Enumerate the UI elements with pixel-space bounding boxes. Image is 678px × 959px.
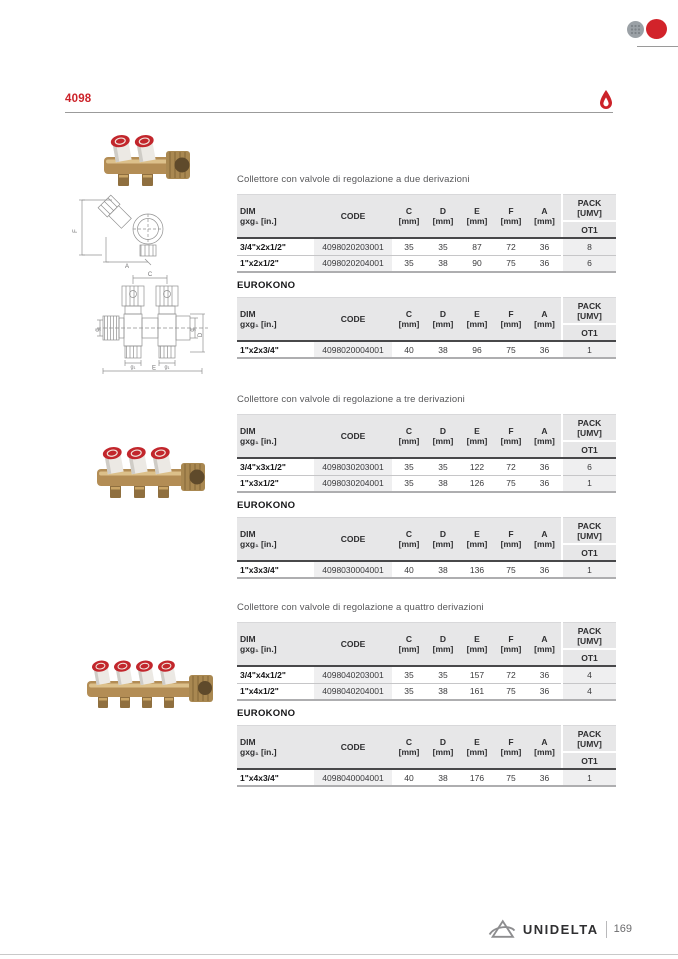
col-a: A [mm] xyxy=(528,726,562,770)
dim-cell: 1"x4x3/4" xyxy=(237,769,314,786)
col-code: CODE xyxy=(314,415,392,459)
spec-table-quattro-eurokono xyxy=(237,725,616,787)
eurokono-heading: EUROKONO xyxy=(237,708,296,719)
pack-cell: 6 xyxy=(562,255,616,272)
col-c: C [mm] xyxy=(392,623,426,667)
e-cell: 87 xyxy=(460,238,494,255)
corner-divider-line xyxy=(637,46,678,47)
spec-table-due xyxy=(237,194,616,273)
f-cell: 75 xyxy=(494,561,528,578)
col-e: E [mm] xyxy=(460,415,494,459)
pack-cell: 4 xyxy=(562,666,616,683)
e-cell: 90 xyxy=(460,255,494,272)
dim-label-E: E xyxy=(151,365,157,372)
dim-label-C: C xyxy=(147,272,153,278)
f-cell: 75 xyxy=(494,769,528,786)
f-cell: 72 xyxy=(494,666,528,683)
product-photo-three-outlets xyxy=(93,440,211,506)
dim-label-F: F xyxy=(73,229,79,233)
section-tre-derivazioni xyxy=(237,394,616,579)
a-cell: 36 xyxy=(528,683,562,700)
e-cell: 161 xyxy=(460,683,494,700)
col-e: E [mm] xyxy=(460,726,494,770)
spec-table-tre xyxy=(237,414,616,493)
col-dim: DIM gxg₁ [in.] xyxy=(237,623,314,667)
col-code: CODE xyxy=(314,726,392,770)
table-row xyxy=(237,561,616,578)
col-dim: DIM gxg₁ [in.] xyxy=(237,518,314,562)
f-cell: 72 xyxy=(494,238,528,255)
header-rule xyxy=(65,112,613,113)
d-cell: 38 xyxy=(426,255,460,272)
pack-cell: 1 xyxy=(562,475,616,492)
f-cell: 75 xyxy=(494,255,528,272)
a-cell: 36 xyxy=(528,458,562,475)
col-f: F [mm] xyxy=(494,623,528,667)
dim-cell: 1"x3x1/2" xyxy=(237,475,314,492)
col-c: C [mm] xyxy=(392,726,426,770)
col-pack: PACK [UMV] OT1 xyxy=(562,518,616,562)
table-row xyxy=(237,475,616,492)
col-dim: DIM gxg₁ [in.] xyxy=(237,415,314,459)
tech-drawing-side-view xyxy=(72,193,197,269)
col-c: C [mm] xyxy=(392,195,426,239)
table-header-row xyxy=(237,415,616,459)
d-cell: 38 xyxy=(426,561,460,578)
col-c: C [mm] xyxy=(392,298,426,342)
col-dim: DIM gxg₁ [in.] xyxy=(237,726,314,770)
e-cell: 157 xyxy=(460,666,494,683)
c-cell: 40 xyxy=(392,561,426,578)
dim-cell: 3/4"x4x1/2" xyxy=(237,666,314,683)
e-cell: 176 xyxy=(460,769,494,786)
table-header-row xyxy=(237,518,616,562)
table-row xyxy=(237,341,616,358)
col-d: D [mm] xyxy=(426,298,460,342)
code-cell: 4098030203001 xyxy=(314,458,392,475)
dim-label-g-right: g xyxy=(190,328,196,332)
code-cell: 4098030004001 xyxy=(314,561,392,578)
col-f: F [mm] xyxy=(494,298,528,342)
spec-table-tre-eurokono xyxy=(237,517,616,579)
d-cell: 35 xyxy=(426,666,460,683)
c-cell: 35 xyxy=(392,238,426,255)
col-dim: DIM gxg₁ [in.] xyxy=(237,195,314,239)
col-e: E [mm] xyxy=(460,298,494,342)
a-cell: 36 xyxy=(528,561,562,578)
c-cell: 35 xyxy=(392,475,426,492)
a-cell: 36 xyxy=(528,341,562,358)
col-f: F [mm] xyxy=(494,518,528,562)
col-a: A [mm] xyxy=(528,518,562,562)
a-cell: 36 xyxy=(528,238,562,255)
table-row xyxy=(237,683,616,700)
c-cell: 35 xyxy=(392,255,426,272)
product-photo-four-outlets xyxy=(83,655,223,715)
section-due-derivazioni xyxy=(237,174,616,359)
code-cell: 4098020204001 xyxy=(314,255,392,272)
col-f: F [mm] xyxy=(494,195,528,239)
spec-table-quattro xyxy=(237,622,616,701)
code-cell: 4098020203001 xyxy=(314,238,392,255)
e-cell: 96 xyxy=(460,341,494,358)
col-e: E [mm] xyxy=(460,195,494,239)
col-d: D [mm] xyxy=(426,518,460,562)
pack-cell: 1 xyxy=(562,341,616,358)
dim-cell: 1"x3x3/4" xyxy=(237,561,314,578)
col-pack: PACK [UMV] OT1 xyxy=(562,726,616,770)
dim-label-g-left: g xyxy=(95,328,101,332)
code-cell: 4098020004001 xyxy=(314,341,392,358)
footer-divider xyxy=(606,921,607,938)
col-code: CODE xyxy=(314,195,392,239)
col-pack: PACK [UMV] OT1 xyxy=(562,298,616,342)
eurokono-heading: EUROKONO xyxy=(237,500,296,511)
brand-name: UNIDELTA xyxy=(522,921,599,937)
code-cell: 4098040203001 xyxy=(314,666,392,683)
dim-cell: 1"x2x1/2" xyxy=(237,255,314,272)
dim-label-g1-right: g₁ xyxy=(164,364,170,371)
col-d: D [mm] xyxy=(426,623,460,667)
dim-label-A: A xyxy=(124,264,130,269)
bottom-rule xyxy=(0,954,678,955)
code-cell: 4098040004001 xyxy=(314,769,392,786)
pack-cell: 1 xyxy=(562,769,616,786)
dim-label-g1-left: g₁ xyxy=(130,364,136,371)
dim-cell: 3/4"x3x1/2" xyxy=(237,458,314,475)
table-row xyxy=(237,666,616,683)
f-cell: 75 xyxy=(494,683,528,700)
table-header-row xyxy=(237,298,616,342)
a-cell: 36 xyxy=(528,666,562,683)
table-row xyxy=(237,769,616,786)
d-cell: 35 xyxy=(426,238,460,255)
heating-flame-icon xyxy=(599,90,613,110)
category-dot-gray xyxy=(627,21,644,38)
e-cell: 122 xyxy=(460,458,494,475)
col-code: CODE xyxy=(314,298,392,342)
pack-cell: 8 xyxy=(562,238,616,255)
col-e: E [mm] xyxy=(460,518,494,562)
d-cell: 38 xyxy=(426,475,460,492)
col-a: A [mm] xyxy=(528,195,562,239)
table-header-row xyxy=(237,726,616,770)
col-d: D [mm] xyxy=(426,415,460,459)
section-title: Collettore con valvole di regolazione a tre derivazioni xyxy=(237,394,465,405)
spec-table-due-eurokono xyxy=(237,297,616,359)
e-cell: 136 xyxy=(460,561,494,578)
col-a: A [mm] xyxy=(528,623,562,667)
f-cell: 72 xyxy=(494,458,528,475)
col-code: CODE xyxy=(314,623,392,667)
c-cell: 40 xyxy=(392,769,426,786)
dim-label-D: D xyxy=(198,332,204,338)
dim-cell: 3/4"x2x1/2" xyxy=(237,238,314,255)
pack-cell: 4 xyxy=(562,683,616,700)
a-cell: 36 xyxy=(528,475,562,492)
col-c: C [mm] xyxy=(392,518,426,562)
col-pack: PACK [UMV] OT1 xyxy=(562,195,616,239)
col-pack: PACK [UMV] OT1 xyxy=(562,623,616,667)
d-cell: 35 xyxy=(426,458,460,475)
table-row xyxy=(237,458,616,475)
col-c: C [mm] xyxy=(392,415,426,459)
col-e: E [mm] xyxy=(460,623,494,667)
col-d: D [mm] xyxy=(426,726,460,770)
section-title: Collettore con valvole di regolazione a due derivazioni xyxy=(237,174,470,185)
col-d: D [mm] xyxy=(426,195,460,239)
c-cell: 35 xyxy=(392,458,426,475)
f-cell: 75 xyxy=(494,341,528,358)
code-cell: 4098030204001 xyxy=(314,475,392,492)
f-cell: 75 xyxy=(494,475,528,492)
article-code: 4098 xyxy=(65,93,92,105)
a-cell: 36 xyxy=(528,255,562,272)
col-code: CODE xyxy=(314,518,392,562)
c-cell: 35 xyxy=(392,666,426,683)
eurokono-heading: EUROKONO xyxy=(237,280,296,291)
d-cell: 38 xyxy=(426,683,460,700)
code-cell: 4098040204001 xyxy=(314,683,392,700)
col-f: F [mm] xyxy=(494,415,528,459)
col-dim: DIM gxg₁ [in.] xyxy=(237,298,314,342)
e-cell: 126 xyxy=(460,475,494,492)
product-photo-two-outlets xyxy=(98,131,198,193)
col-a: A [mm] xyxy=(528,298,562,342)
table-header-row xyxy=(237,195,616,239)
col-a: A [mm] xyxy=(528,415,562,459)
footer xyxy=(488,918,632,940)
dot-grid-icon xyxy=(627,21,644,38)
table-header-row xyxy=(237,623,616,667)
d-cell: 38 xyxy=(426,769,460,786)
c-cell: 35 xyxy=(392,683,426,700)
col-f: F [mm] xyxy=(494,726,528,770)
dim-cell: 1"x2x3/4" xyxy=(237,341,314,358)
unidelta-logo-icon xyxy=(488,918,516,940)
table-row xyxy=(237,238,616,255)
pack-cell: 1 xyxy=(562,561,616,578)
pack-cell: 6 xyxy=(562,458,616,475)
c-cell: 40 xyxy=(392,341,426,358)
page-number: 169 xyxy=(613,923,632,935)
category-dot-red xyxy=(646,19,667,39)
col-pack: PACK [UMV] OT1 xyxy=(562,415,616,459)
section-quattro-derivazioni xyxy=(237,602,616,787)
a-cell: 36 xyxy=(528,769,562,786)
section-title: Collettore con valvole di regolazione a quattro derivazioni xyxy=(237,602,484,613)
dim-cell: 1"x4x1/2" xyxy=(237,683,314,700)
tech-drawing-front-view xyxy=(95,268,210,376)
d-cell: 38 xyxy=(426,341,460,358)
table-row xyxy=(237,255,616,272)
